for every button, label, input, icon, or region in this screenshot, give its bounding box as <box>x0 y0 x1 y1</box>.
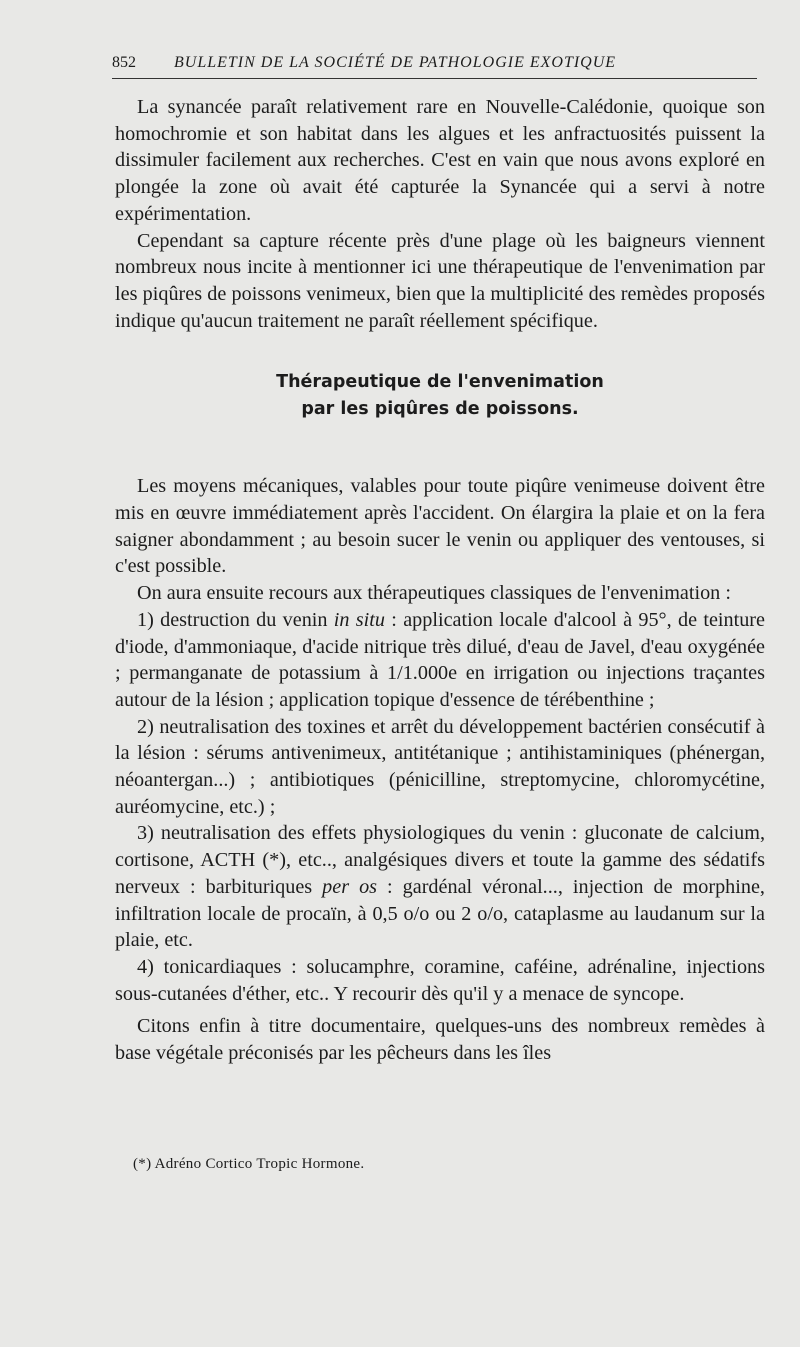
list-item-italic: in situ <box>333 608 385 631</box>
paragraph: Les moyens mécaniques, valables pour toute piqûre venimeuse doivent être mis en œuvre immédiatement après l'accident. On élargira la plaie et on la fera saigner abondamment ; au besoin sucer le venin ou appliquer des ventouses, si c'est possible. <box>115 475 765 578</box>
body-text <box>115 94 765 1067</box>
paragraph: On aura ensuite recours aux thérapeutiques classiques de l'envenimation : <box>137 582 731 605</box>
paragraph: La synancée paraît relativement rare en Nouvelle-Calédonie, quoique son homochromie et son habitat dans les algues et les anfractuosités puissent la dissimuler facilement aux recherches. C'est en vain que nous avons exploré en plongée la zone où avait été capturée la Synancée qui a servi à notre expérimentation. <box>115 96 765 225</box>
list-item <box>115 714 765 821</box>
paragraph: Citons enfin à titre documentaire, quelques-uns des nombreux remèdes à base végétale préconisés par les pêcheurs dans les îles <box>115 1015 765 1065</box>
list-item <box>115 954 765 1007</box>
page-number: 852 <box>112 54 136 71</box>
list-item-text: 1) destruction du venin <box>137 608 334 631</box>
list-item <box>115 607 765 714</box>
list-item-text: : application locale d'alcool à 95°, de teinture d'iode, d'ammoniaque, d'acide nitrique très dilué, d'eau de Javel, d'eau oxygénée ; permanganate de potassium à 1/1.000e en irrigation ou injections traçantes autour de la lésion ; application topique d'essence de térébenthine ; <box>115 608 765 711</box>
list-item-text: : gardénal véronal..., injection de morphine, infiltration locale de procaïn, à 0,5 o/o ou 2 o/o, cataplasme au laudanum sur la plaie, etc. <box>115 875 765 952</box>
section-title <box>115 369 765 423</box>
running-title: BULLETIN DE LA SOCIÉTÉ DE PATHOLOGIE EXOTIQUE <box>174 54 617 71</box>
section-title-line-1: Thérapeutique de l'envenimation <box>276 372 604 393</box>
list-item-text: 2) neutralisation des toxines et arrêt du développement bactérien consécutif à la lésion : sérums antivenimeux, antitétanique ; antihistaminiques (phénergan, néoantergan...) ; antibiotiques (pénicilline, streptomycine, chloromycétine, auréomycine, etc.) ; <box>115 715 765 818</box>
page-header <box>112 50 757 79</box>
footnote: (*) Adréno Cortico Tropic Hormone. <box>133 1156 365 1172</box>
list-item-text: 4) tonicardiaques : solucamphre, coramine, caféine, adrénaline, injections sous-cutanées d'éther, etc.. Y recourir dès qu'il y a menace de syncope. <box>115 955 765 1005</box>
list-item <box>115 820 765 954</box>
list-item-italic: per os <box>322 875 378 898</box>
section-title-line-2: par les piqûres de poissons. <box>301 399 579 420</box>
paragraph: Cependant sa capture récente près d'une plage où les baigneurs viennent nombreux nous incite à mentionner ici une thérapeutique de l'envenimation par les piqûres de poissons venimeux, bien que la multiplicité des remèdes proposés indique qu'aucun traitement ne paraît réellement spécifique. <box>115 229 765 332</box>
list-item-text: 3) neutralisation des effets physiologiques du venin : gluconate de calcium, cortisone, ACTH (*), etc.., analgésiques divers et toute la gamme des sédatifs nerveux : barbituriques <box>115 822 765 898</box>
